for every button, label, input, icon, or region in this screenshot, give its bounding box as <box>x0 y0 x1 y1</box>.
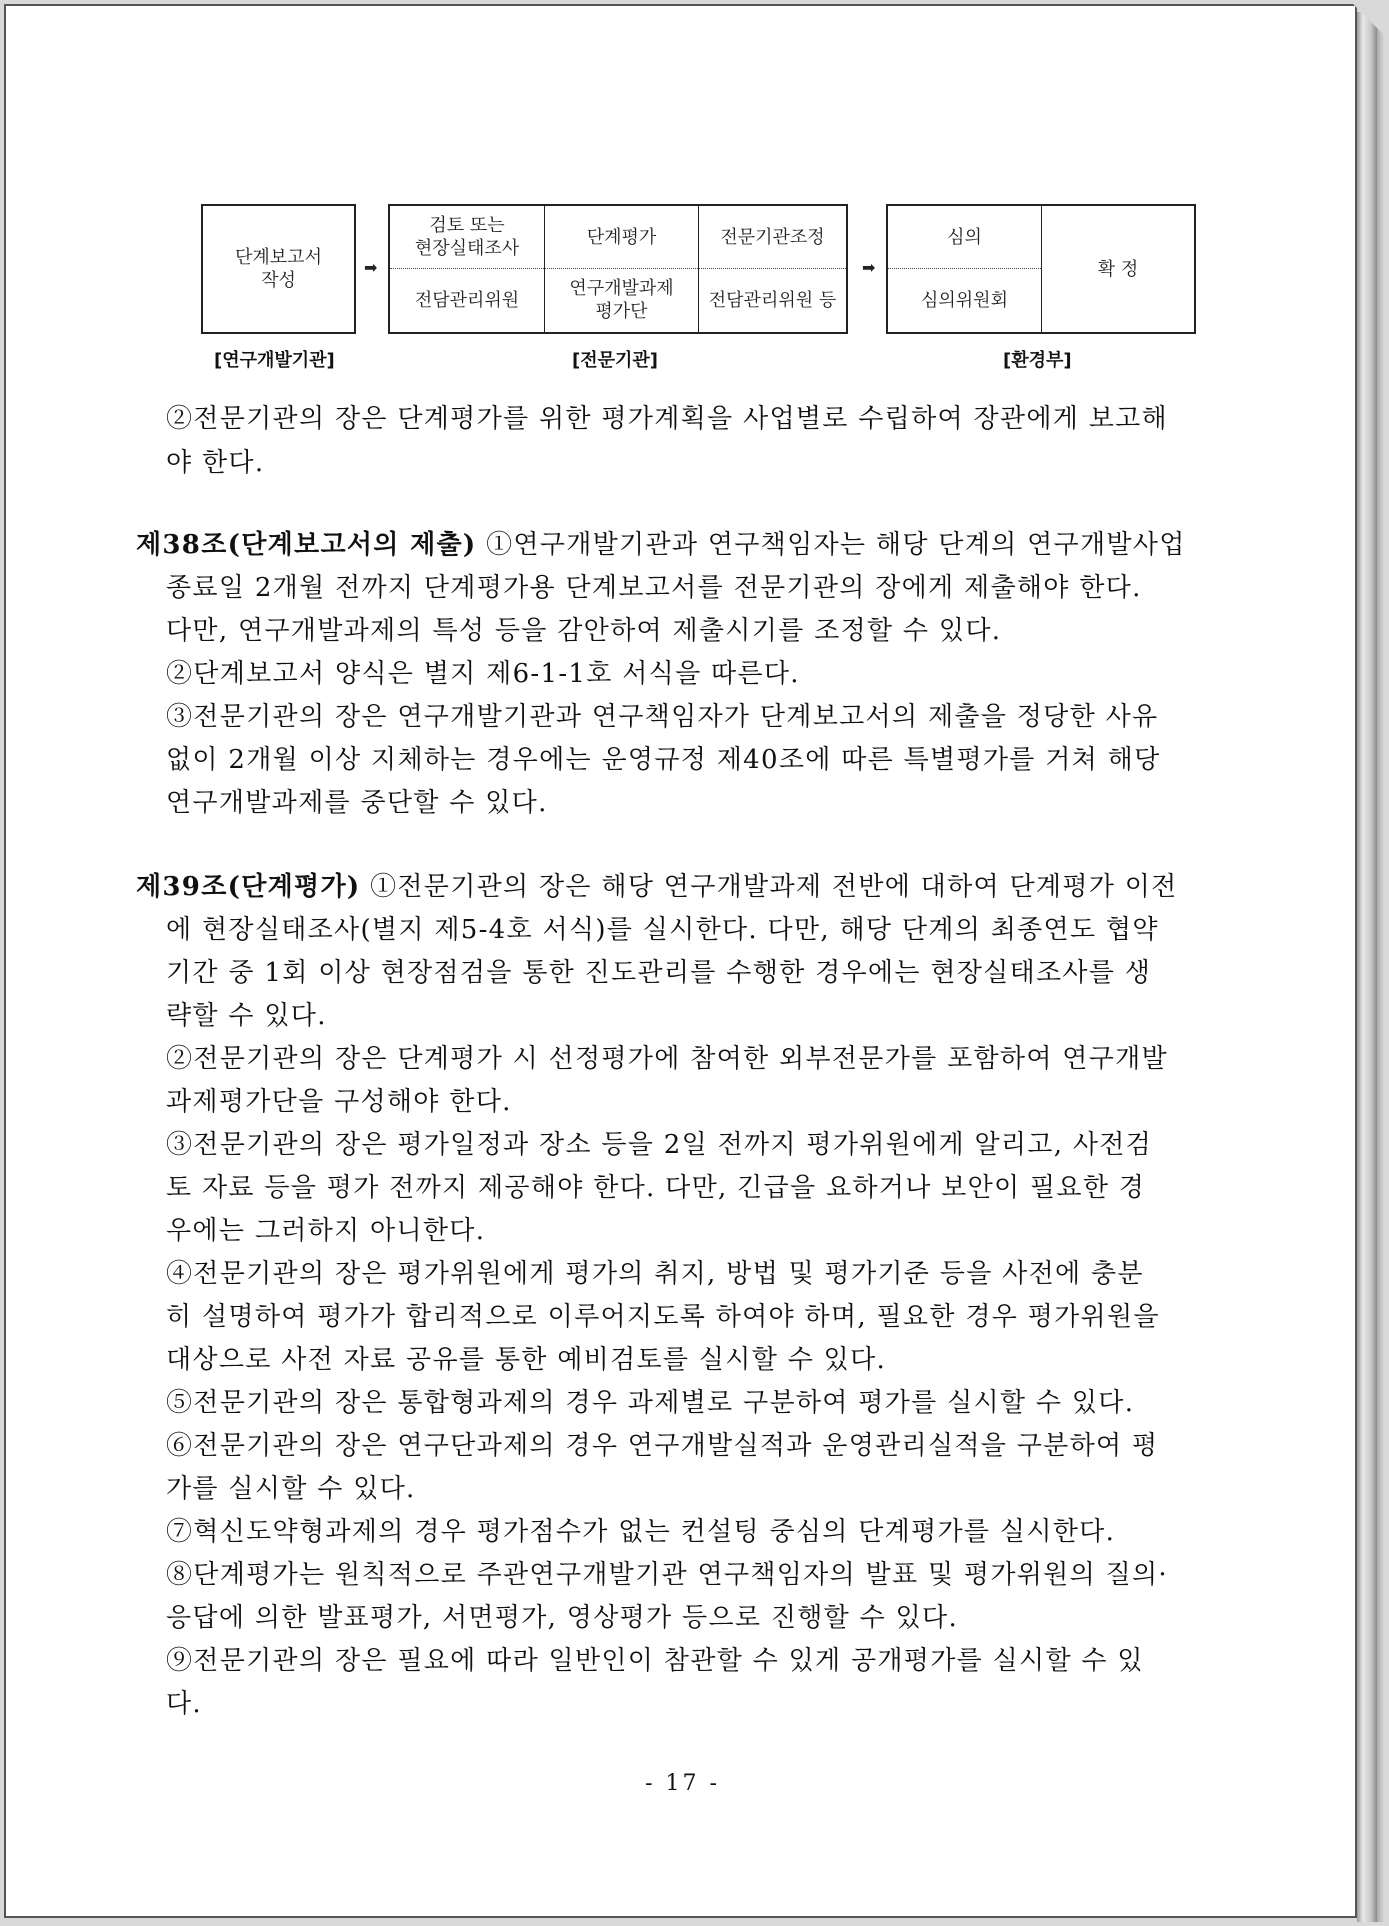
review-cell <box>390 206 544 268</box>
article-38-first-line <box>136 524 1186 561</box>
stage-eval-cell <box>545 206 698 268</box>
step-report-line2: 작성 <box>261 270 296 291</box>
stage-eval: 단계평가 <box>586 226 657 248</box>
eval-panel-cell <box>545 268 698 332</box>
text-line: ⑦혁신도약형과제의 경우 평가점수가 없는 컨설팅 중심의 단계평가를 실시한다. <box>166 1517 1116 1547</box>
step-box-agency <box>388 204 848 334</box>
article-38-heading: 제38조(단계보고서의 제출) <box>136 530 477 560</box>
text-line: 가를 실시할 수 있다. <box>166 1474 416 1504</box>
text-line: ⑨전문기관의 장은 필요에 따라 일반인이 참관할 수 있게 공개평가를 실시할 수 있 <box>166 1646 1144 1676</box>
agency-actor: 전담관리위원 등 <box>708 289 837 311</box>
step-report-line1: 단계보고서 <box>235 247 322 268</box>
text-line: ②전문기관의 장은 단계평가 시 선정평가에 참여한 외부전문가를 포함하여 연구개발 <box>166 1044 1168 1074</box>
text-line: ④전문기관의 장은 평가위원에게 평가의 취지, 방법 및 평가기준 등을 사전에 충분 <box>166 1259 1144 1289</box>
text-line: ⑥전문기관의 장은 연구단과제의 경우 연구개발실적과 운영관리실적을 구분하여 평 <box>166 1431 1159 1461</box>
text-line: ③전문기관의 장은 평가일정과 장소 등을 2일 전까지 평가위원에게 알리고, 사전검 <box>166 1130 1153 1160</box>
committee-cell <box>888 268 1041 332</box>
page-edge-shadow <box>1377 22 1385 1922</box>
agency-actor-cell <box>699 268 846 332</box>
text-line: ①연구개발기관과 연구책임자는 해당 단계의 연구개발사업 <box>486 530 1186 560</box>
text-line: 연구개발과제를 중단할 수 있다. <box>166 788 548 818</box>
text-line: ②단계보고서 양식은 별지 제6-1-1호 서식을 따른다. <box>166 659 800 689</box>
text-line: 응답에 의한 발표평가, 서면평가, 영상평가 등으로 진행할 수 있다. <box>166 1603 959 1633</box>
agency-adjust-cell <box>699 206 846 268</box>
text-line: ②전문기관의 장은 단계평가를 위한 평가계획을 사업별로 수립하여 장관에게 보고해 <box>166 404 1168 434</box>
text-line: 략할 수 있다. <box>166 1001 327 1031</box>
eval-panel-line1: 연구개발과제 <box>569 278 674 299</box>
org-label-ministry: [환경부] <box>1003 350 1072 371</box>
confirm: 확 정 <box>1097 258 1139 280</box>
document-page <box>4 4 1357 1918</box>
deliberation-cell <box>888 206 1041 268</box>
arrow-right-icon: ➡ <box>364 258 378 277</box>
article-39-first-line <box>136 866 1178 903</box>
article-39-heading: 제39조(단계평가) <box>136 872 361 902</box>
eval-panel-line2: 평가단 <box>595 301 648 322</box>
step-box-report <box>201 204 356 334</box>
text-line: 다. <box>166 1689 202 1719</box>
text-line: 히 설명하여 평가가 합리적으로 이루어지도록 하여야 하며, 필요한 경우 평가위원을 <box>166 1302 1160 1332</box>
text-line: 종료일 2개월 전까지 단계평가용 단계보고서를 전문기관의 장에게 제출해야 한다. <box>166 573 1142 603</box>
text-line: 야 한다. <box>166 448 265 478</box>
text-line: 우에는 그러하지 아니한다. <box>166 1216 486 1246</box>
agency-adjust: 전문기관조정 <box>720 226 825 248</box>
text-line: 에 현장실태조사(별지 제5-4호 서식)를 실시한다. 다만, 해당 단계의 최종연도 협약 <box>166 915 1159 945</box>
process-flow-diagram <box>6 6 1359 386</box>
step-report-label <box>203 206 354 332</box>
page-number: - 17 - <box>645 1771 720 1796</box>
text-line: ⑧단계평가는 원칙적으로 주관연구개발기관 연구책임자의 발표 및 평가위원의 질의· <box>166 1560 1168 1590</box>
text-line: 토 자료 등을 평가 전까지 제공해야 한다. 다만, 긴급을 요하거나 보안이 필요한 경 <box>166 1173 1146 1203</box>
committee: 심의위원회 <box>921 289 1008 311</box>
confirm-cell <box>1042 206 1194 332</box>
page-edge <box>1357 12 1378 1922</box>
text-line: 기간 중 1회 이상 현장점검을 통한 진도관리를 수행한 경우에는 현장실태조사를 생 <box>166 958 1152 988</box>
review-line1: 검토 또는 <box>429 215 505 236</box>
arrow-right-icon: ➡ <box>862 258 876 277</box>
text-line: ③전문기관의 장은 연구개발기관과 연구책임자가 단계보고서의 제출을 정당한 사유 <box>166 702 1159 732</box>
text-line: 과제평가단을 구성해야 한다. <box>166 1087 512 1117</box>
page-corner <box>1349 0 1389 40</box>
text-line: ①전문기관의 장은 해당 연구개발과제 전반에 대하여 단계평가 이전 <box>370 872 1178 902</box>
text-line: ⑤전문기관의 장은 통합형과제의 경우 과제별로 구분하여 평가를 실시할 수 있다. <box>166 1388 1135 1418</box>
text-line: 대상으로 사전 자료 공유를 통한 예비검토를 실시할 수 있다. <box>166 1345 887 1375</box>
step-box-ministry <box>886 204 1196 334</box>
review-actor-cell <box>390 268 544 332</box>
deliberation: 심의 <box>947 226 982 248</box>
org-label-agency: [전문기관] <box>572 350 659 371</box>
org-label-institution: [연구개발기관] <box>214 350 335 371</box>
text-line: 없이 2개월 이상 지체하는 경우에는 운영규정 제40조에 따른 특별평가를 거쳐 해당 <box>166 745 1161 775</box>
text-line: 다만, 연구개발과제의 특성 등을 감안하여 제출시기를 조정할 수 있다. <box>166 616 1002 646</box>
review-line2: 현장실태조사 <box>414 238 520 259</box>
review-actor: 전담관리위원 <box>414 289 520 311</box>
